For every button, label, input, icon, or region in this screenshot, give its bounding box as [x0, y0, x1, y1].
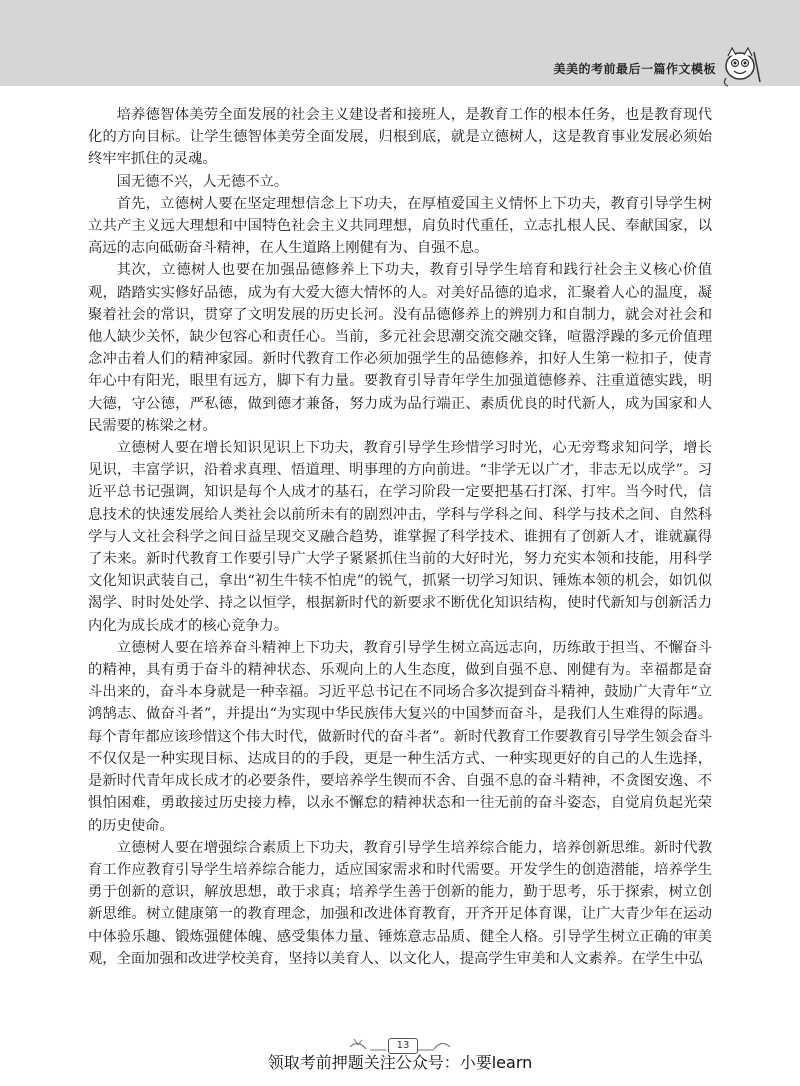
paragraph: 立德树人要在增长知识见识上下功夫，教育引导学生珍惜学习时光，心无旁骛求知问学，增长见识，丰富学识，沿着求真理、悟道理、明事理的方向前进。“非学无以广才，非志无以成学”。习近平总书记强调，知识是每个人成才的基石，在学习阶段一定要把基石打深、打牢。当今时代，信息技术的快速发展给人类社会以前所未有的剧烈冲击，学科与学科之间、科学与技术之间、自然科学与人文社会科学之间日益呈现交叉融合趋势，谁掌握了科学技术、谁拥有了创新人才，谁就赢得了未来。新时代教育工作要引导广大学子紧紧抓住当前的大好时光，努力充实本领和技能，用科学文化知识武装自己，拿出“初生牛犊不怕虎”的锐气，抓紧一切学习知识、锤炼本领的机会，如饥似渴学、时时处处学、持之以恒学，根据新时代的新要求不断优化知识结构，使时代新知与创新活力内化为成长成才的核心竞争力。: [88, 440, 712, 634]
page-number: 13: [388, 1038, 418, 1054]
paragraph: 立德树人要在增强综合素质上下功夫，教育引导学生培养综合能力，培养创新思维。新时代教育工作应教育引导学生培养综合能力，适应国家需求和时代需要。开发学生的创造潜能，培养学生勇于创新的意识，解放思想，敢于求真；培养学生善于创新的能力，勤于思考，乐于探索，树立创新思维。树立健康第一的教育理念，加强和改进体育教育，开齐开足体育课，让广大青少年在运动中体验乐趣、锻炼强健体魄、感受集体力量、锤炼意志品质、健全人格。引导学生树立正确的审美观，全面加强和改进学校美育，坚持以美育人、以文化人，提高学生审美和人文素养。在学生中弘: [88, 839, 712, 967]
paragraph: 首先，立德树人要在坚定理想信念上下功夫，在厚植爱国主义情怀上下功夫，教育引导学生树立共产主义远大理想和中国特色社会主义共同理想，肩负时代重任，立志扎根人民、奉献国家，以高远的志向砥砺奋斗精神，在人生道路上刚健有为、自强不息。: [88, 195, 712, 257]
paragraph: 培养德智体美劳全面发展的社会主义建设者和接班人，是教育工作的根本任务，也是教育现代化的方向目标。让学生德智体美劳全面发展，归根到底，就是立德树人，这是教育事业发展必须始终牢牢抓住的灵魂。: [88, 107, 712, 168]
watermark-text: 领取考前押题关注公众号：小要learn: [267, 1053, 533, 1072]
article-body: [88, 104, 712, 970]
header-band: [0, 0, 800, 86]
running-header-title: 美美的考前最后一篇作文模板: [553, 62, 716, 76]
paragraph: 其次，立德树人也要在加强品德修养上下功夫，教育引导学生培育和践行社会主义核心价值观，踏踏实实修好品德，成为有大爱大德大情怀的人。对美好品德的追求，汇聚着人心的温度，凝聚着社会的常识，贯穿了文明发展的历史长河。没有品德修养上的辨别力和自制力，就会对社会和他人缺少关怀，缺少包容心和责任心。当前，多元社会思潮交流交融交锋，喧嚣浮躁的多元价值理念冲击着人们的精神家园。新时代教育工作必须加强学生的品德修养，扣好人生第一粒扣子，使青年心中有阳光，眼里有远方，脚下有力量。要教育引导青年学生加强道德修养、注重道德实践，明大德，守公德，严私德，做到德才兼备，努力成为品行端正、素质优良的时代新人，成为国家和人民需要的栋梁之材。: [88, 262, 712, 434]
paragraph: 国无德不兴，人无德不立。: [116, 173, 289, 190]
paragraph: 立德树人要在培养奋斗精神上下功夫，教育引导学生树立高远志向，历练敢于担当、不懈奋斗的精神，具有勇于奋斗的精神状态、乐观向上的人生态度，做到自强不息、刚健有为。幸福都是奋斗出来的，奋斗本身就是一种幸福。习近平总书记在不同场合多次提到奋斗精神，鼓励广大青年“立鸿鹄志、做奋斗者”，并提出“为实现中华民族伟大复兴的中国梦而奋斗，是我们人生难得的际遇。每个青年都应该珍惜这个伟大时代，做新时代的奋斗者”。新时代教育工作要教育引导学生领会奋斗不仅仅是一种实现目标、达成目的的手段，更是一种生活方式、一种实现更好的自己的人生选择，是新时代青年成长成才的必要条件，要培养学生锲而不舍、自强不息的奋斗精神，不贪图安逸、不惧怕困难，勇敢接过历史接力棒，以永不懈怠的精神状态和一往无前的奋斗姿态，自觉肩负起光荣的历史使命。: [88, 639, 712, 834]
mascot-icon: [718, 42, 762, 88]
